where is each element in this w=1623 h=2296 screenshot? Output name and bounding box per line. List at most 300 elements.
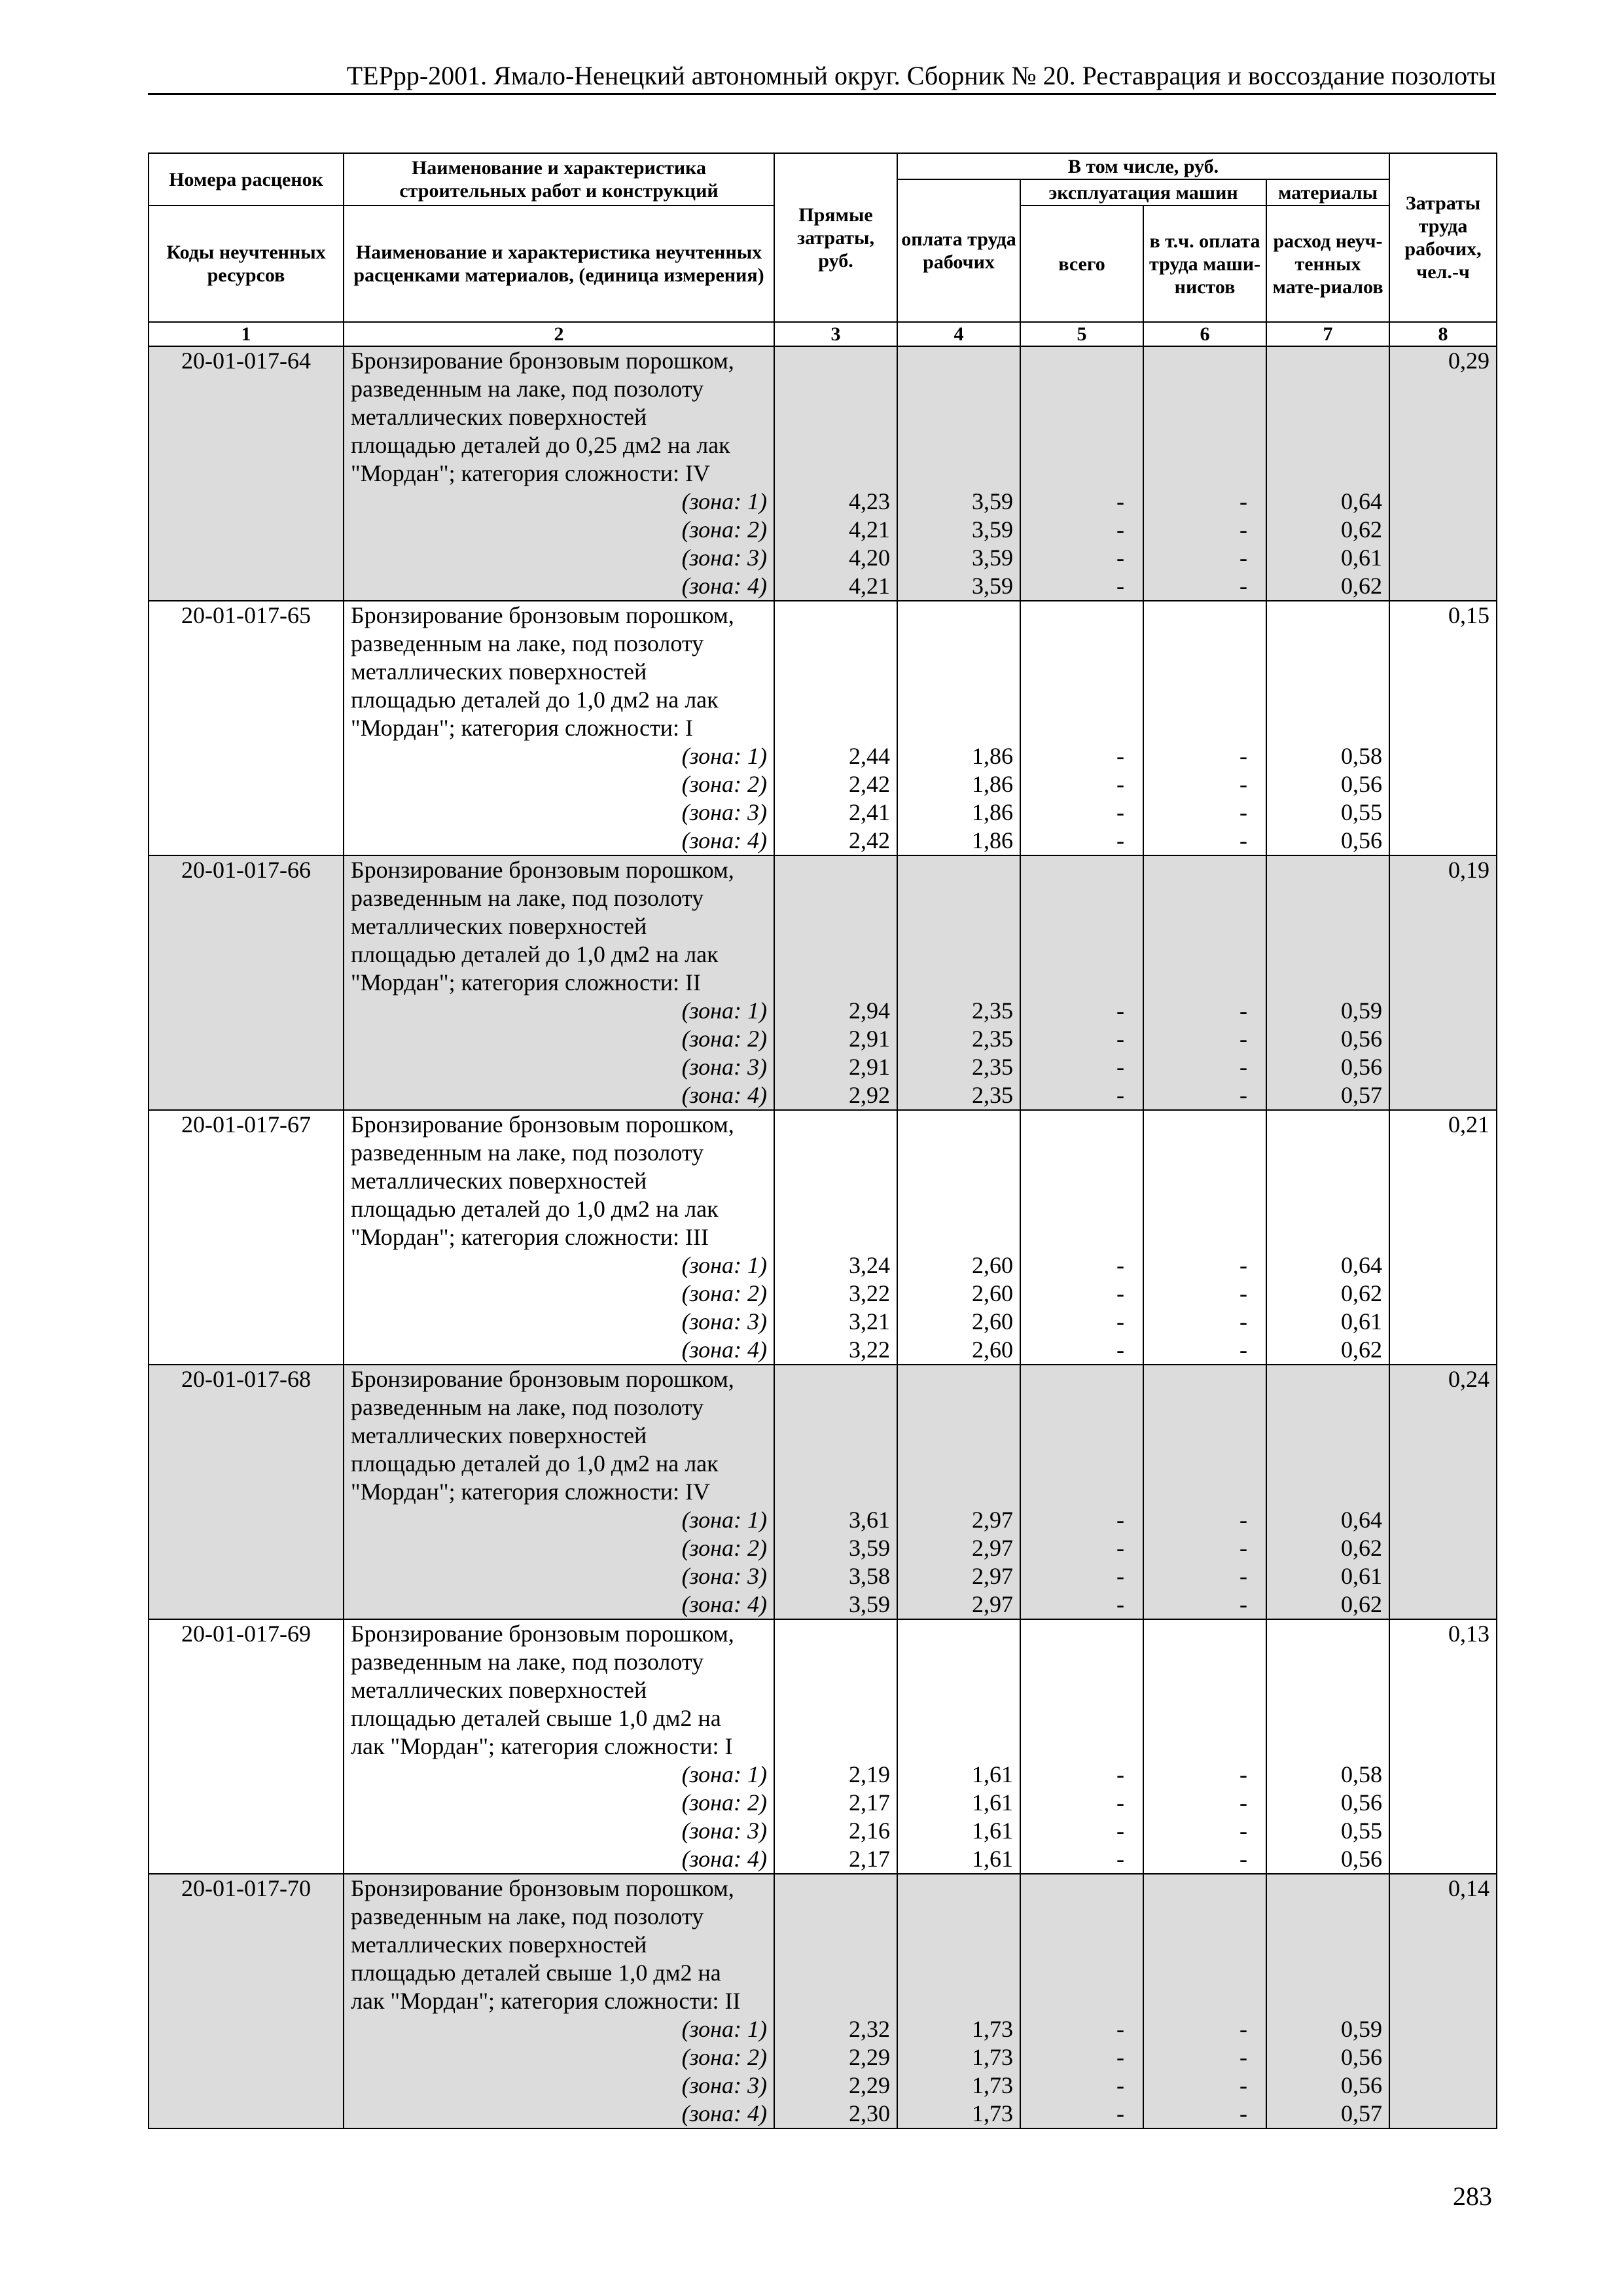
head-machines-total: всего [1020,206,1143,322]
wages-value: 2,97 [972,1535,1013,1561]
direct-costs-cell [774,1365,897,1619]
description-cell [344,1110,774,1365]
zone-label: (зона: 2) [681,771,767,797]
page-header-title: ТЕРрр-2001. Ямало-Ненецкий автономный округ. Сборник № 20. Реставрация и воссоздание позолоты [346,61,1496,90]
column-number: 4 [897,322,1020,346]
machinist-wages-value: - [1240,1308,1247,1335]
description-line: "Мордан"; категория сложности: IV [351,460,711,486]
machines-total-cell [1020,1365,1143,1619]
machinist-wages-value: - [1240,997,1247,1024]
materials-value: 0,57 [1341,2100,1383,2126]
zone-label: (зона: 3) [681,1563,767,1589]
description-line: металлических поверхностей [351,1168,647,1194]
machines-total-cell [1020,346,1143,601]
description-line: площадью деталей до 1,0 дм2 на лак [351,941,719,967]
head-including: В том числе, руб. [897,153,1389,179]
machines-total-value: - [1116,1336,1124,1363]
direct-costs-cell [774,601,897,855]
description-line: Бронзирование бронзовым порошком, [351,1875,734,1901]
labor-costs-cell [1389,1110,1497,1365]
direct-cost-value: 2,32 [849,2016,890,2042]
rates-table [148,152,1497,2129]
wages-value: 3,59 [972,573,1013,599]
direct-cost-value: 2,41 [849,799,890,825]
materials-value: 0,56 [1341,1026,1383,1052]
materials-cell [1266,601,1389,855]
table-head [149,153,1497,346]
machinist-wages-value: - [1240,771,1247,797]
description-line: площадью деталей до 1,0 дм2 на лак [351,1196,719,1222]
machines-total-value: - [1116,771,1124,797]
machines-total-value: - [1116,1789,1124,1816]
wages-value: 1,73 [972,2044,1013,2070]
machinist-wages-value: - [1240,1789,1247,1816]
machines-total-value: - [1116,1308,1124,1335]
zone-label: (зона: 2) [681,1535,767,1561]
direct-cost-value: 3,22 [849,1336,890,1363]
labor-value: 0,19 [1448,857,1490,883]
direct-costs-cell [774,1110,897,1365]
machinist-wages-value: - [1240,516,1247,543]
head-machinist-wages: в т.ч. оплата труда маши-нистов [1143,206,1266,322]
direct-cost-value: 2,30 [849,2100,890,2126]
direct-cost-value: 2,91 [849,1026,890,1052]
machines-total-value: - [1116,1054,1124,1080]
machines-total-cell [1020,1874,1143,2128]
zone-label: (зона: 3) [681,1818,767,1844]
direct-cost-value: 4,20 [849,545,890,571]
rate-code-cell [149,601,344,855]
table-body [149,346,1497,2128]
direct-cost-value: 2,16 [849,1818,890,1844]
rate-code-cell [149,1874,344,2128]
machinist-wages-cell [1143,1619,1266,1874]
description-line: Бронзирование бронзовым порошком, [351,602,734,628]
zone-label: (зона: 4) [681,827,767,853]
machinist-wages-value: - [1240,1761,1247,1787]
rate-code-cell [149,1619,344,1874]
labor-costs-cell [1389,346,1497,601]
rate-code: 20-01-017-68 [181,1366,311,1392]
machines-total-value: - [1116,1761,1124,1787]
labor-value: 0,14 [1448,1875,1490,1901]
description-line: "Мордан"; категория сложности: II [351,969,702,996]
machines-total-value: - [1116,2016,1124,2042]
machines-total-value: - [1116,2044,1124,2070]
wages-value: 2,35 [972,1026,1013,1052]
materials-value: 0,57 [1341,1082,1383,1108]
machines-total-value: - [1116,2100,1124,2126]
machinist-wages-cell [1143,1874,1266,2128]
description-cell [344,1619,774,1874]
description-line: "Мордан"; категория сложности: I [351,715,694,741]
description-line: площадью деталей свыше 1,0 дм2 на [351,1705,721,1731]
wages-value: 2,35 [972,1054,1013,1080]
materials-value: 0,64 [1341,488,1383,514]
materials-value: 0,56 [1341,771,1383,797]
direct-cost-value: 2,29 [849,2044,890,2070]
zone-label: (зона: 1) [681,1761,767,1787]
wages-value: 1,73 [972,2016,1013,2042]
wages-value: 1,61 [972,1789,1013,1816]
direct-costs-cell [774,346,897,601]
zone-label: (зона: 1) [681,997,767,1024]
description-line: Бронзирование бронзовым порошком, [351,1366,734,1392]
description-cell [344,1874,774,2128]
labor-value: 0,29 [1448,348,1490,374]
machinist-wages-value: - [1240,1535,1247,1561]
description-line: лак "Мордан"; категория сложности: II [351,1988,741,2014]
machinist-wages-cell [1143,601,1266,855]
machines-total-value: - [1116,1507,1124,1533]
rate-code: 20-01-017-64 [181,348,311,374]
column-number: 1 [149,322,344,346]
labor-value: 0,24 [1448,1366,1490,1392]
materials-value: 0,56 [1341,1846,1383,1872]
head-machines: эксплуатация машин [1020,179,1266,206]
description-line: Бронзирование бронзовым порошком, [351,857,734,883]
wages-value: 2,60 [972,1252,1013,1278]
description-line: площадью деталей до 1,0 дм2 на лак [351,687,719,713]
zone-label: (зона: 4) [681,1846,767,1872]
table-row [149,1365,1497,1619]
rate-code-cell [149,346,344,601]
wages-cell [897,1619,1020,1874]
wages-cell [897,1110,1020,1365]
materials-value: 0,58 [1341,743,1383,769]
description-cell [344,855,774,1110]
direct-cost-value: 3,61 [849,1507,890,1533]
machinist-wages-value: - [1240,488,1247,514]
description-line: разведенным на лаке, под позолоту [351,376,704,402]
materials-value: 0,62 [1341,1535,1383,1561]
wages-cell [897,346,1020,601]
direct-cost-value: 2,17 [849,1789,890,1816]
direct-cost-value: 2,91 [849,1054,890,1080]
machines-total-value: - [1116,2072,1124,2098]
materials-value: 0,59 [1341,2016,1383,2042]
rate-code-cell [149,1365,344,1619]
rate-code: 20-01-017-66 [181,857,311,883]
wages-value: 3,59 [972,488,1013,514]
head-wages: оплата труда рабочих [897,179,1020,322]
zone-label: (зона: 1) [681,488,767,514]
wages-value: 2,97 [972,1507,1013,1533]
description-line: площадью деталей до 0,25 дм2 на лак [351,432,730,458]
machines-total-value: - [1116,799,1124,825]
column-number: 6 [1143,322,1266,346]
zone-label: (зона: 1) [681,743,767,769]
machines-total-value: - [1116,488,1124,514]
zone-label: (зона: 2) [681,1789,767,1816]
wages-cell [897,601,1020,855]
direct-cost-value: 4,21 [849,573,890,599]
zone-label: (зона: 4) [681,573,767,599]
materials-cell [1266,855,1389,1110]
materials-value: 0,56 [1341,827,1383,853]
wages-value: 1,61 [972,1818,1013,1844]
materials-value: 0,56 [1341,2072,1383,2098]
zone-label: (зона: 4) [681,1591,767,1617]
page-header [148,60,1496,94]
table-row [149,855,1497,1110]
materials-cell [1266,346,1389,601]
machines-total-value: - [1116,997,1124,1024]
machines-total-value: - [1116,1082,1124,1108]
direct-cost-value: 4,21 [849,516,890,543]
materials-value: 0,56 [1341,1789,1383,1816]
description-line: металлических поверхностей [351,658,647,685]
labor-costs-cell [1389,1619,1497,1874]
materials-cell [1266,1874,1389,2128]
zone-label: (зона: 2) [681,516,767,543]
head-codes: Номера расценок [149,153,344,206]
wages-value: 1,73 [972,2100,1013,2126]
direct-cost-value: 2,44 [849,743,890,769]
materials-value: 0,61 [1341,545,1383,571]
machines-total-cell [1020,1619,1143,1874]
machinist-wages-value: - [1240,1082,1247,1108]
machines-total-value: - [1116,1535,1124,1561]
zone-label: (зона: 2) [681,2044,767,2070]
column-number: 8 [1389,322,1497,346]
machinist-wages-value: - [1240,1818,1247,1844]
materials-value: 0,55 [1341,799,1383,825]
labor-costs-cell [1389,1365,1497,1619]
materials-value: 0,62 [1341,1591,1383,1617]
machinist-wages-value: - [1240,1563,1247,1589]
machinist-wages-value: - [1240,1846,1247,1872]
zone-label: (зона: 4) [681,1336,767,1363]
zone-label: (зона: 1) [681,1507,767,1533]
machinist-wages-value: - [1240,1336,1247,1363]
direct-cost-value: 2,42 [849,771,890,797]
wages-value: 1,86 [972,771,1013,797]
zone-label: (зона: 3) [681,799,767,825]
description-line: разведенным на лаке, под позолоту [351,1139,704,1166]
wages-value: 2,97 [972,1563,1013,1589]
description-line: металлических поверхностей [351,1931,647,1958]
wages-value: 1,86 [972,743,1013,769]
labor-costs-cell [1389,601,1497,855]
direct-cost-value: 3,24 [849,1252,890,1278]
description-cell [344,346,774,601]
wages-value: 2,60 [972,1336,1013,1363]
head-codes-unaccounted: Коды неучтенных ресурсов [149,206,344,322]
wages-cell [897,855,1020,1110]
description-line: Бронзирование бронзовым порошком, [351,348,734,374]
materials-value: 0,62 [1341,1336,1383,1363]
description-cell [344,601,774,855]
machines-total-value: - [1116,1818,1124,1844]
materials-value: 0,62 [1341,516,1383,543]
column-numbers-row [149,322,1497,346]
materials-value: 0,56 [1341,2044,1383,2070]
zone-label: (зона: 3) [681,2072,767,2098]
machines-total-value: - [1116,516,1124,543]
rate-code: 20-01-017-69 [181,1621,311,1647]
description-line: площадью деталей свыше 1,0 дм2 на [351,1960,721,1986]
wages-value: 2,35 [972,1082,1013,1108]
wages-value: 1,73 [972,2072,1013,2098]
description-line: Бронзирование бронзовым порошком, [351,1111,734,1138]
machinist-wages-value: - [1240,799,1247,825]
machines-total-value: - [1116,1563,1124,1589]
machines-total-value: - [1116,1280,1124,1306]
table-row [149,346,1497,601]
column-number: 2 [344,322,774,346]
rate-code: 20-01-017-70 [181,1875,311,1901]
head-direct-costs: Прямые затраты, руб. [774,153,897,322]
zone-label: (зона: 1) [681,1252,767,1278]
materials-value: 0,64 [1341,1507,1383,1533]
rate-code-cell [149,1110,344,1365]
machinist-wages-value: - [1240,1591,1247,1617]
wages-value: 1,61 [972,1846,1013,1872]
machinist-wages-value: - [1240,1507,1247,1533]
description-line: разведенным на лаке, под позолоту [351,1394,704,1420]
zone-label: (зона: 3) [681,1308,767,1335]
materials-value: 0,56 [1341,1054,1383,1080]
page-number: 283 [1453,2181,1492,2211]
description-line: металлических поверхностей [351,1677,647,1703]
direct-costs-cell [774,1874,897,2128]
labor-value: 0,21 [1448,1111,1490,1138]
materials-cell [1266,1619,1389,1874]
description-cell [344,1365,774,1619]
machinist-wages-value: - [1240,1054,1247,1080]
wages-value: 2,97 [972,1591,1013,1617]
description-line: разведенным на лаке, под позолоту [351,630,704,656]
materials-value: 0,61 [1341,1308,1383,1335]
direct-cost-value: 3,58 [849,1563,890,1589]
machinist-wages-value: - [1240,743,1247,769]
zone-label: (зона: 1) [681,2016,767,2042]
direct-cost-value: 2,29 [849,2072,890,2098]
materials-value: 0,62 [1341,1280,1383,1306]
machines-total-value: - [1116,1591,1124,1617]
header-rule [148,93,1496,95]
head-name: Наименование и характеристика строительных работ и конструкций [344,153,774,206]
machinist-wages-cell [1143,1110,1266,1365]
labor-value: 0,15 [1448,602,1490,628]
direct-cost-value: 3,22 [849,1280,890,1306]
wages-cell [897,1365,1020,1619]
direct-cost-value: 3,59 [849,1535,890,1561]
machinist-wages-value: - [1240,1026,1247,1052]
description-line: металлических поверхностей [351,1422,647,1448]
zone-label: (зона: 2) [681,1280,767,1306]
wages-value: 2,60 [972,1280,1013,1306]
materials-cell [1266,1365,1389,1619]
wages-value: 1,86 [972,827,1013,853]
machinist-wages-cell [1143,346,1266,601]
wages-value: 3,59 [972,545,1013,571]
machinist-wages-cell [1143,855,1266,1110]
machines-total-value: - [1116,573,1124,599]
machines-total-value: - [1116,1252,1124,1278]
wages-value: 2,35 [972,997,1013,1024]
direct-cost-value: 2,17 [849,1846,890,1872]
rate-code-cell [149,855,344,1110]
table-row [149,1874,1497,2128]
description-line: разведенным на лаке, под позолоту [351,1903,704,1929]
materials-cell [1266,1110,1389,1365]
machines-total-value: - [1116,1026,1124,1052]
labor-costs-cell [1389,1874,1497,2128]
machinist-wages-value: - [1240,1280,1247,1306]
zone-label: (зона: 3) [681,545,767,571]
description-line: "Мордан"; категория сложности: IV [351,1479,711,1505]
wages-value: 3,59 [972,516,1013,543]
column-number: 3 [774,322,897,346]
direct-cost-value: 4,23 [849,488,890,514]
wages-cell [897,1874,1020,2128]
description-line: "Мордан"; категория сложности: III [351,1224,709,1250]
machines-total-value: - [1116,545,1124,571]
wages-value: 1,86 [972,799,1013,825]
zone-label: (зона: 4) [681,2100,767,2126]
direct-cost-value: 3,21 [849,1308,890,1335]
rate-code: 20-01-017-67 [181,1111,311,1138]
table-row [149,1619,1497,1874]
description-line: металлических поверхностей [351,404,647,430]
materials-value: 0,64 [1341,1252,1383,1278]
head-materials: материалы [1266,179,1389,206]
zone-label: (зона: 4) [681,1082,767,1108]
description-line: Бронзирование бронзовым порошком, [351,1621,734,1647]
zone-label: (зона: 3) [681,1054,767,1080]
head-labor-costs: Затраты труда рабочих, чел.-ч [1389,153,1497,322]
column-number: 7 [1266,322,1389,346]
machinist-wages-value: - [1240,2044,1247,2070]
machines-total-value: - [1116,1846,1124,1872]
description-line: лак "Мордан"; категория сложности: I [351,1733,733,1759]
direct-cost-value: 3,59 [849,1591,890,1617]
wages-value: 2,60 [972,1308,1013,1335]
machinist-wages-value: - [1240,2100,1247,2126]
wages-value: 1,61 [972,1761,1013,1787]
description-line: разведенным на лаке, под позолоту [351,1649,704,1675]
table-row [149,1110,1497,1365]
labor-costs-cell [1389,855,1497,1110]
direct-cost-value: 2,92 [849,1082,890,1108]
machines-total-cell [1020,1110,1143,1365]
machinist-wages-value: - [1240,2016,1247,2042]
description-line: разведенным на лаке, под позолоту [351,885,704,911]
machines-total-cell [1020,601,1143,855]
materials-value: 0,61 [1341,1563,1383,1589]
machines-total-cell [1020,855,1143,1110]
machinist-wages-value: - [1240,545,1247,571]
materials-value: 0,58 [1341,1761,1383,1787]
direct-costs-cell [774,1619,897,1874]
head-materials-consumption: расход неуч-тенных мате-риалов [1266,206,1389,322]
machinist-wages-value: - [1240,573,1247,599]
table-row [149,601,1497,855]
machinist-wages-value: - [1240,1252,1247,1278]
materials-value: 0,62 [1341,573,1383,599]
rate-code: 20-01-017-65 [181,602,311,628]
machines-total-value: - [1116,743,1124,769]
column-number: 5 [1020,322,1143,346]
zone-label: (зона: 2) [681,1026,767,1052]
description-line: площадью деталей до 1,0 дм2 на лак [351,1450,719,1477]
labor-value: 0,13 [1448,1621,1490,1647]
direct-cost-value: 2,42 [849,827,890,853]
machinist-wages-value: - [1240,2072,1247,2098]
description-line: металлических поверхностей [351,913,647,939]
